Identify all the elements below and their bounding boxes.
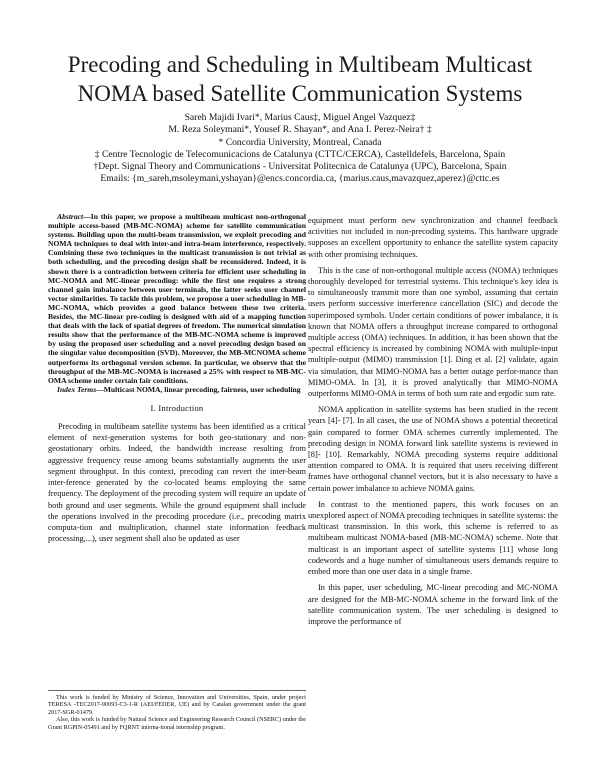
author-block <box>30 112 570 186</box>
index-terms-text: —Multicast NOMA, linear precoding, fairness, user scheduling <box>96 384 301 394</box>
right-column <box>308 215 558 627</box>
affiliation-2: ‡ Centre Tecnologic de Telecomunicacions de Catalunya (CTTC/CERCA), Castelldefels, Barcelona, Spain <box>94 148 506 160</box>
right-paragraph-4: In contrast to the mentioned papers, this work focuses on an unexplored aspect of NOMA precoding techniques in satellite systems: the multicast transmission. In this work, this scheme is referred to as multibeam multicast NOMA-based (MB-MC-NOMA) scheme. Note that multicast is an important aspect of satellite systems [11] whose long codewords and a huge number of simultaneous users demands require to embed more than one user data in a single frame. <box>308 499 558 577</box>
footnotes <box>48 694 306 731</box>
title-line-2: NOMA based Satellite Communication Systems <box>77 81 523 106</box>
footnote-divider <box>48 690 306 691</box>
affiliation-3: †Dept. Signal Theory and Communications - Universitat Politecnica de Catalunya (UPC), Barcelona, Spain <box>93 161 507 173</box>
abstract <box>48 212 306 385</box>
intro-paragraph-1: Precoding in multibeam satellite systems has been identified as a critical element of next-generation systems for both geo-stationary and non-geostationary orbits. Indeed, the bandwidth increase resulting from aggressive frequency reuse among beams substantially augments the user segment throughput. In this context, precoding can revert the inter-beam inter-ference generated by the co-located beams employing the same frequency. The deployment of the precoding system will require an update of both ground and user segments. While the ground equipment shall include the operations involved in the precoding procedure (i.e., precoding matrix computa-tion and multiplication, channel state information feedback processing,...), user segment shall also be updated as user <box>48 422 306 544</box>
right-paragraph-1: equipment must perform new synchronization and channel feedback activities not included in non-precoding systems. This hardware upgrade supposes an excellent opportunity to enhance the satellite system capacity with other promising techniques. <box>308 216 558 259</box>
footnote-1: This work is funded by Ministry of Science, Innovation and Universities, Spain, under project TERESA -TEC2017-90093-C3-1-R (AEI/FEDER, UE) and by Catalan government under the grant 2017-SGR-01479. <box>48 694 306 716</box>
affiliation-1: * Concordia University, Montreal, Canada <box>218 136 382 148</box>
section-heading-introduction: I. Introduction <box>150 403 204 413</box>
right-paragraph-3: NOMA application in satellite systems has been studied in the recent years [4]- [7]. In all cases, the use of NOMA shows a potential theoretical gain compared to former OMA schemes currently implemented. The precoding design in NOMA forward link satellite systems is reviewed in [8]- [10]. Remarkably, NOMA precoding systems require additional attention compared to OMA. It is required that users receiving different frames have orthogonal channel vectors, but it is also necessary to have a certain power imbalance to achieve NOMA gains. <box>308 405 558 493</box>
author-line-1: Sareh Majidi Ivari*, Marius Caus‡, Miguel Angel Vazquez‡ <box>184 112 416 123</box>
paper-title <box>30 50 570 108</box>
author-emails: Emails: {m_sareh,msoleymani,yshayan}@encs.concordia.ca, {marius.caus,mavazquez,aperez}@cttc.es <box>100 173 500 185</box>
left-column <box>48 212 306 544</box>
index-terms <box>48 385 306 394</box>
abstract-lead: Abstract <box>57 212 84 221</box>
title-line-1: Precoding and Scheduling in Multibeam Multicast <box>67 52 533 77</box>
right-paragraph-5: In this paper, user scheduling, MC-linear precoding and MC-NOMA are designed for the MB-MC-NOMA scheme in the forward link of the satellite communication system. The user scheduling is designed to improve the performance of <box>308 583 558 626</box>
abstract-text: —In this paper, we propose a multibeam multicast non-orthogonal multiple access-based (MB-MC-NOMA) scheme for satellite communication systems. Building upon the multi-beam transmission, we exploit precoding and NOMA techniques to deal with inter-and intra-beam interference, respectively. Combining these two techniques in the multicast transmission is not trivial as both scheduling, and the precoding design shall be reconsidered. Indeed, it is shown there is a contradiction between criteria for efficient user scheduling in MC-NOMA and MC-linear precoding: while the first one requires a strong channel gain imbalance between user terminals, the latter seeks user channel vector similarities. To tackle this problem, we propose a user scheduling in MB-MC-NOMA, which provides a good balance between these two criteria. Besides, the MC-linear pre-coding is designed with aid of a mapping function that deals with the lack of spatial degrees of freedom. The numerical simulation results show that the performance of the MB-MC-NOMA scheme is improved by using the proposed user scheduling and a novel precoding design based on the singular value decomposition (SVD). Moreover, the MB-MCNOMA scheme outperforms its orthogonal version scheme. In particular, we observe that the throughput of the MB-MC-NOMA is increased a 25% with respect to MB-MC-OMA scheme under certain fair conditions. <box>48 212 306 385</box>
right-paragraph-2: This is the case of non-orthogonal multiple access (NOMA) techniques thoroughly developed for terrestrial systems. This technique's key idea is to simultaneously transmit more than one symbol, assuming that certain users perform successive interference cancellation (SIC) and decode the superimposed symbols. Under certain conditions of power imbalance, it is known that NOMA offers a throughput increase compared to orthogonal multiple access (OMA) techniques. In addition, it has been shown that the spectral efficiency is increased by combining NOMA with multiple-input multiple-output (MIMO) transmission [1]. Ding et al. [2] validate, again via simulation, that MIMO-NOMA has a better outage perfor-mance than MIMO-OMA. In [3], it is proved analytically that MIMO-NOMA outperforms MIMO-OMA in terms of both sum rate and ergodic sum rate. <box>308 265 558 399</box>
index-terms-lead: Index Terms <box>57 384 97 394</box>
author-line-2: M. Reza Soleymani*, Yousef R. Shayan*, and Ana I. Perez-Neira† ‡ <box>168 124 432 136</box>
footnote-2: Also, this work is funded by Natural Science and Engineering Research Council (NSERC) under the Grant RGPIN-05491 and by FQRNT interna-tional internship program. <box>48 716 306 731</box>
